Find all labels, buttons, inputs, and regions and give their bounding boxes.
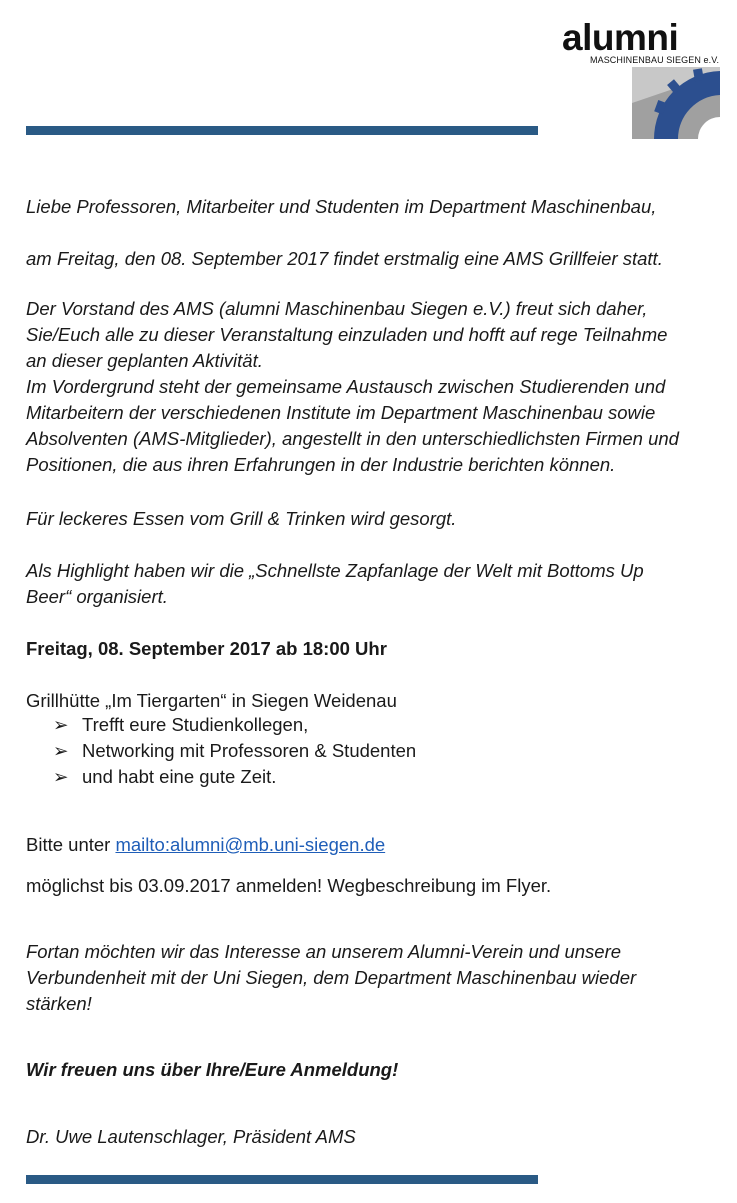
event-location: Grillhütte „Im Tiergarten“ in Siegen Weidenau <box>26 690 397 711</box>
body-line: Im Vordergrund steht der gemeinsame Austausch zwischen Studierenden und <box>26 376 666 397</box>
salutation: Liebe Professoren, Mitarbeiter und Studenten im Department Maschinenbau, <box>26 196 657 217</box>
bullet-list <box>53 712 416 790</box>
body-line: Positionen, die aus ihren Erfahrungen in der Industrie berichten können. <box>26 454 616 475</box>
alumni-logo <box>558 18 722 138</box>
list-item <box>53 738 416 764</box>
register-line <box>26 832 385 858</box>
gear-logo-icon <box>632 67 720 139</box>
register-prefix: Bitte unter <box>26 834 116 855</box>
closing-statement: Wir freuen uns über Ihre/Eure Anmeldung! <box>26 1059 399 1080</box>
body-line: Absolventen (AMS-Mitglieder), angestellt in den unterschiedlichsten Firmen und <box>26 428 679 449</box>
highlight-line: Als Highlight haben wir die „Schnellste Zapfanlage der Welt mit Bottoms Up <box>26 560 644 581</box>
arrow-bullet-icon: ➢ <box>53 766 69 787</box>
email-link[interactable]: mailto:alumni@mb.uni-siegen.de <box>115 834 386 855</box>
list-item <box>53 764 416 790</box>
body-line: an dieser geplanten Aktivität. <box>26 350 263 371</box>
top-divider-bar <box>26 126 538 135</box>
closing-line: Fortan möchten wir das Interesse an unserem Alumni-Verein und unsere <box>26 941 622 962</box>
highlight-line: Beer“ organisiert. <box>26 586 168 607</box>
closing-line: stärken! <box>26 993 92 1014</box>
register-deadline: möglichst bis 03.09.2017 anmelden! Wegbeschreibung im Flyer. <box>26 875 552 896</box>
event-datetime: Freitag, 08. September 2017 ab 18:00 Uhr <box>26 638 387 659</box>
closing-line: Verbundenheit mit der Uni Siegen, dem Department Maschinenbau wieder <box>26 967 637 988</box>
arrow-bullet-icon: ➢ <box>53 740 69 761</box>
body-line: Sie/Euch alle zu dieser Veranstaltung einzuladen und hofft auf rege Teilnahme <box>26 324 668 345</box>
list-item-text: und habt eine gute Zeit. <box>82 766 277 787</box>
body-line: Mitarbeitern der verschiedenen Institute im Department Maschinenbau sowie <box>26 402 656 423</box>
food-note: Für leckeres Essen vom Grill & Trinken wird gesorgt. <box>26 508 457 529</box>
logo-wordmark: alumni <box>562 17 679 58</box>
logo-subtitle: MASCHINENBAU SIEGEN e.V. <box>590 55 720 65</box>
list-item <box>53 712 416 738</box>
list-item-text: Networking mit Professoren & Studenten <box>82 740 417 761</box>
signature: Dr. Uwe Lautenschlager, Präsident AMS <box>26 1126 356 1147</box>
announcement: am Freitag, den 08. September 2017 findet erstmalig eine AMS Grillfeier statt. <box>26 248 663 269</box>
body-line: Der Vorstand des AMS (alumni Maschinenbau Siegen e.V.) freut sich daher, <box>26 298 648 319</box>
arrow-bullet-icon: ➢ <box>53 714 69 735</box>
bottom-divider-bar <box>26 1175 538 1184</box>
list-item-text: Trefft eure Studienkollegen, <box>82 714 309 735</box>
